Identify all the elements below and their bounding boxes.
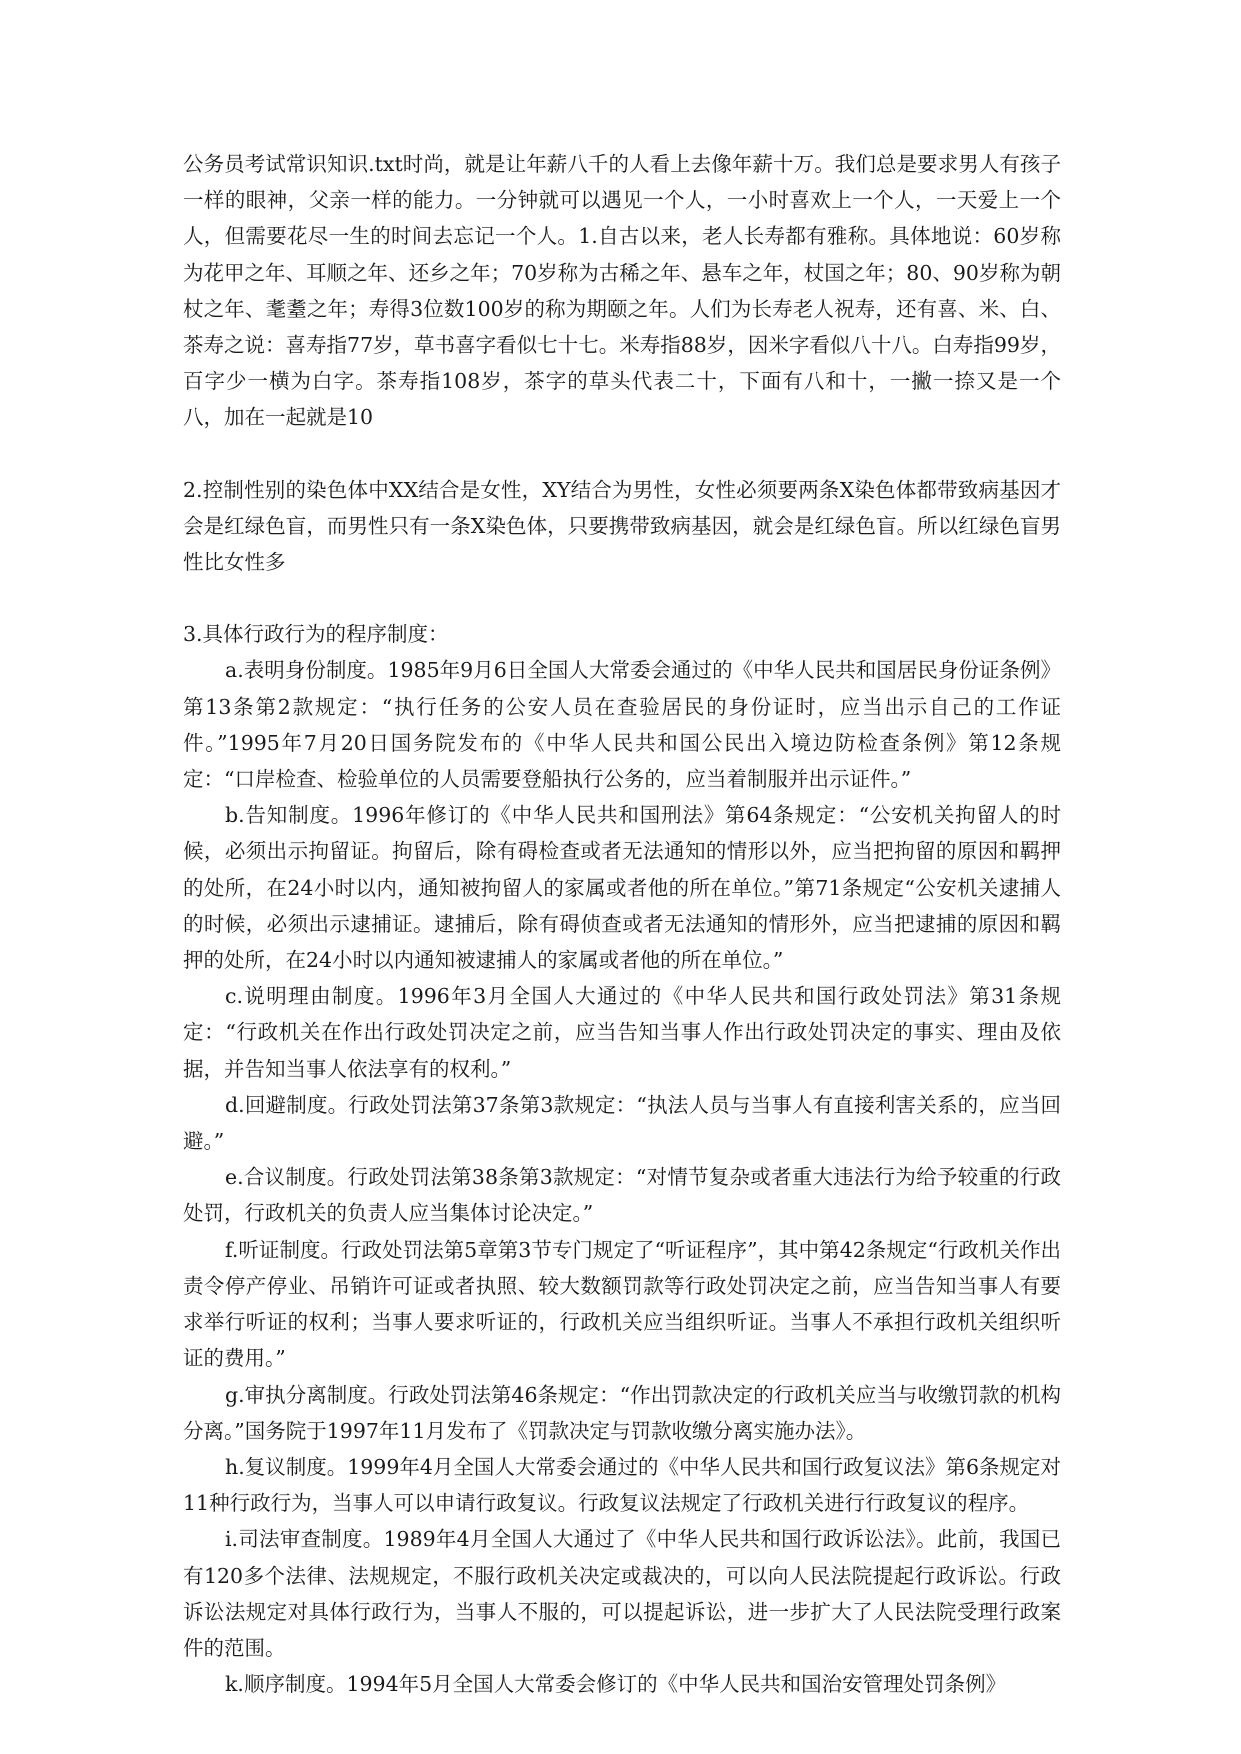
- section-heading: 3.具体行政行为的程序制度：: [183, 622, 449, 647]
- list-item-b: b.告知制度。1996年修订的《中华人民共和国刑法》第64条规定：“公安机关拘留人的时候，必须出示拘留证。拘留后，除有碍检查或者无法通知的情形以外，应当把拘留的原因和羁押的处所，在24小时以内，通知被拘留人的家属或者他的所在单位。”第71条规定“公安机关逮捕人的时候，必须出示逮捕证。逮捕后，除有碍侦查或者无法通知的情形外，应当把逮捕的原因和羁押的处所，在24小时以内通知被逮捕人的家属或者他的所在单位。”: [183, 803, 1061, 973]
- paragraph-gap: [183, 436, 1061, 472]
- paragraph-chromosome: 2.控制性别的染色体中XX结合是女性，XY结合为男性，女性必须要两条X染色体都带致病基因才会是红绿色盲，而男性只有一条X染色体，只要携带致病基因，就会是红绿色盲。所以红绿色盲男性比女性多: [183, 477, 1061, 575]
- list-item-g: g.审执分离制度。行政处罚法第46条规定：“作出罚款决定的行政机关应当与收缴罚款的机构分离。”国务院于1997年11月发布了《罚款决定与罚款收缴分离实施办法》。: [183, 1382, 1061, 1443]
- document-body: [183, 146, 1061, 1702]
- list-item-k: k.顺序制度。1994年5月全国人大常委会修订的《中华人民共和国治安管理处罚条例》: [225, 1672, 1007, 1697]
- list-item-a: a.表明身份制度。1985年9月6日全国人大常委会通过的《中华人民共和国居民身份证条例》第13条第2款规定：“执行任务的公安人员在查验居民的身份证时，应当出示自己的工作证件。”1995年7月20日国务院发布的《中华人民共和国公民出入境边防检查条例》第12条规定：“口岸检查、检验单位的人员需要登船执行公务的，应当着制服并出示证件。”: [183, 658, 1061, 792]
- paragraph-intro: 公务员考试常识知识.txt时尚，就是让年薪八千的人看上去像年薪十万。我们总是要求男人有孩子一样的眼神，父亲一样的能力。一分钟就可以遇见一个人，一小时喜欢上一个人，一天爱上一个人，但需要花尽一生的时间去忘记一个人。1.自古以来，老人长寿都有雅称。具体地说：60岁称为花甲之年、耳顺之年、还乡之年；70岁称为古稀之年、悬车之年，杖国之年；80、90岁称为朝杖之年、耄耋之年；寿得3位数100岁的称为期颐之年。人们为长寿老人祝寿，还有喜、米、白、茶寿之说：喜寿指77岁，草书喜字看似七十七。米寿指88岁，因米字看似八十八。白寿指99岁，百字少一横为白字。茶寿指108岁，茶字的草头代表二十，下面有八和十，一撇一捺又是一个八，加在一起就是10: [183, 152, 1061, 430]
- list-item-e: e.合议制度。行政处罚法第38条第3款规定：“对情节复杂或者重大违法行为给予较重的行政处罚，行政机关的负责人应当集体讨论决定。”: [183, 1165, 1061, 1226]
- list-item-d: d.回避制度。行政处罚法第37条第3款规定：“执法人员与当事人有直接利害关系的，应当回避。”: [183, 1092, 1061, 1154]
- paragraph-gap: [183, 580, 1061, 616]
- list-item-h: h.复议制度。1999年4月全国人大常委会通过的《中华人民共和国行政复议法》第6条规定对11种行政行为，当事人可以申请行政复议。行政复议法规定了行政机关进行行政复议的程序。: [183, 1454, 1061, 1516]
- list-item-c: c.说明理由制度。1996年3月全国人大通过的《中华人民共和国行政处罚法》第31条规定：“行政机关在作出行政处罚决定之前，应当告知当事人作出行政处罚决定的事实、理由及依据，并告知当事人依法享有的权利。”: [183, 984, 1061, 1081]
- list-item-i: i.司法审查制度。1989年4月全国人大通过了《中华人民共和国行政诉讼法》。此前，我国已有120多个法律、法规规定，不服行政机关决定或裁决的，可以向人民法院提起行政诉讼。行政诉讼法规定对具体行政行为，当事人不服的，可以提起诉讼，进一步扩大了人民法院受理行政案件的范围。: [183, 1527, 1061, 1660]
- list-item-f: f.听证制度。行政处罚法第5章第3节专门规定了“听证程序”，其中第42条规定“行政机关作出责令停产停业、吊销许可证或者执照、较大数额罚款等行政处罚决定之前，应当告知当事人有要求举行听证的权利；当事人要求听证的，行政机关应当组织听证。当事人不承担行政机关组织听证的费用。”: [183, 1237, 1061, 1371]
